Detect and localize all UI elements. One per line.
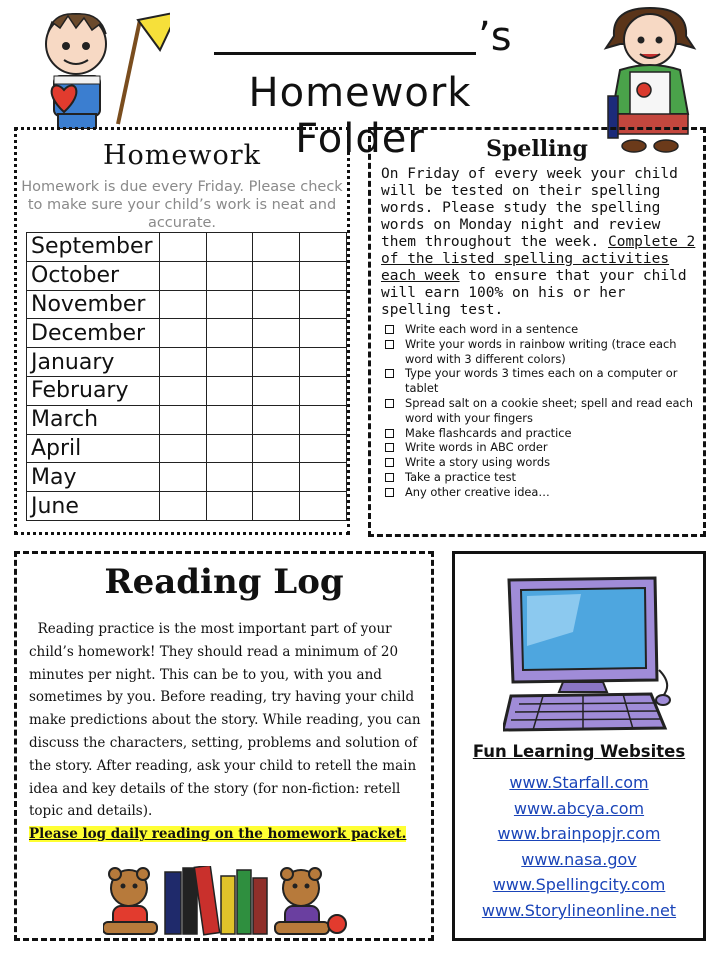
spelling-section bbox=[368, 127, 706, 537]
month-row bbox=[27, 492, 347, 521]
month-row bbox=[27, 319, 347, 348]
homework-check-cell bbox=[206, 463, 253, 492]
homework-check-cell bbox=[159, 233, 206, 262]
spelling-activity-item bbox=[385, 322, 703, 337]
spelling-activity-item bbox=[385, 426, 703, 441]
spelling-intro-requirement: Complete 2 of the listed spelling activities each week bbox=[381, 234, 696, 284]
spelling-activity-text: Write each word in a sentence bbox=[405, 322, 579, 336]
checkbox-icon bbox=[385, 399, 394, 408]
checkbox-icon bbox=[385, 458, 394, 467]
checkbox-icon bbox=[385, 325, 394, 334]
homework-check-cell bbox=[159, 492, 206, 521]
checkbox-icon bbox=[385, 488, 394, 497]
homework-check-cell bbox=[159, 434, 206, 463]
homework-check-cell bbox=[300, 463, 347, 492]
spelling-activity-text: Write words in ABC order bbox=[405, 440, 548, 455]
month-label: October bbox=[27, 261, 160, 290]
homework-check-cell bbox=[206, 405, 253, 434]
homework-check-cell bbox=[253, 261, 300, 290]
name-blank-line bbox=[214, 50, 476, 55]
homework-check-cell bbox=[300, 319, 347, 348]
month-label: May bbox=[27, 463, 160, 492]
homework-check-cell bbox=[300, 434, 347, 463]
checkbox-icon bbox=[385, 443, 394, 452]
homework-check-cell bbox=[206, 233, 253, 262]
month-row bbox=[27, 434, 347, 463]
homework-check-cell bbox=[206, 261, 253, 290]
homework-check-cell bbox=[300, 233, 347, 262]
reading-log-title: Reading Log bbox=[104, 562, 344, 602]
spelling-intro-end: to ensure that your child will earn 100% on his or her spelling test. bbox=[381, 268, 687, 318]
homework-check-cell bbox=[300, 290, 347, 319]
month-label: September bbox=[27, 233, 160, 262]
spelling-activity-item bbox=[385, 396, 703, 426]
homework-check-cell bbox=[206, 376, 253, 405]
homework-check-cell bbox=[159, 290, 206, 319]
homework-check-cell bbox=[253, 319, 300, 348]
checkbox-icon bbox=[385, 369, 394, 378]
checkbox-icon bbox=[385, 429, 394, 438]
spelling-activity-item bbox=[385, 337, 703, 367]
homework-check-cell bbox=[300, 492, 347, 521]
month-row bbox=[27, 463, 347, 492]
website-link[interactable]: www.Spellingcity.com bbox=[492, 875, 666, 895]
bears-and-books-clipart bbox=[103, 866, 347, 938]
homework-check-cell bbox=[253, 463, 300, 492]
spelling-activity-list bbox=[385, 322, 703, 500]
homework-check-cell bbox=[206, 492, 253, 521]
boy-with-flag-clipart bbox=[20, 4, 170, 129]
spelling-activity-item bbox=[385, 455, 703, 470]
month-row bbox=[27, 405, 347, 434]
month-label: June bbox=[27, 492, 160, 521]
homework-check-cell bbox=[253, 492, 300, 521]
homework-check-cell bbox=[159, 261, 206, 290]
homework-check-cell bbox=[159, 463, 206, 492]
homework-check-cell bbox=[300, 348, 347, 377]
websites-link-list bbox=[455, 770, 703, 924]
homework-check-cell bbox=[253, 233, 300, 262]
spelling-activity-text: Type your words 3 times each on a computer or tablet bbox=[405, 366, 678, 396]
page-title: Homework Folder bbox=[248, 70, 472, 162]
homework-check-cell bbox=[253, 290, 300, 319]
spelling-activity-text: Write a story using words bbox=[405, 455, 551, 470]
spelling-activity-text: Spread salt on a cookie sheet; spell and read each word with your fingers bbox=[405, 395, 693, 425]
website-link[interactable]: www.Storylineonline.net bbox=[481, 900, 677, 920]
homework-check-cell bbox=[159, 348, 206, 377]
spelling-title: Spelling bbox=[486, 136, 588, 162]
reading-log-body bbox=[29, 618, 423, 846]
computer-icon bbox=[503, 574, 673, 734]
spelling-activity-text: Make flashcards and practice bbox=[405, 425, 572, 440]
spelling-activity-text: Take a practice test bbox=[405, 469, 517, 484]
homework-check-cell bbox=[253, 434, 300, 463]
checkbox-icon bbox=[385, 340, 394, 349]
homework-check-cell bbox=[159, 405, 206, 434]
spelling-intro-text: On Friday of every week your child will be tested on their spelling words. Please study the spelling words on Monday night and review them throughout the week. bbox=[381, 166, 678, 250]
homework-check-cell bbox=[159, 376, 206, 405]
homework-check-cell bbox=[206, 290, 253, 319]
reading-log-section bbox=[14, 551, 434, 941]
month-row bbox=[27, 348, 347, 377]
spelling-intro bbox=[381, 166, 699, 319]
spelling-activity-item bbox=[385, 440, 703, 455]
homework-check-cell bbox=[206, 434, 253, 463]
homework-check-cell bbox=[253, 376, 300, 405]
homework-check-cell bbox=[159, 319, 206, 348]
homework-check-cell bbox=[253, 348, 300, 377]
website-link[interactable]: www.Starfall.com bbox=[509, 773, 649, 792]
month-row bbox=[27, 233, 347, 262]
website-link[interactable]: www.nasa.gov bbox=[521, 849, 637, 869]
website-link[interactable]: www.brainpopjr.com bbox=[497, 824, 661, 844]
checkbox-icon bbox=[385, 473, 394, 482]
homework-check-cell bbox=[253, 405, 300, 434]
reading-log-instruction: Please log daily reading on the homework packet. bbox=[29, 826, 407, 843]
homework-check-cell bbox=[206, 319, 253, 348]
month-row bbox=[27, 290, 347, 319]
spelling-activity-item bbox=[385, 470, 703, 485]
homework-check-cell bbox=[300, 261, 347, 290]
month-label: November bbox=[27, 290, 160, 319]
homework-section bbox=[14, 127, 350, 535]
spelling-activity-text: Any other creative idea… bbox=[405, 484, 550, 499]
month-label: March bbox=[27, 405, 160, 434]
homework-month-table bbox=[26, 232, 347, 521]
spelling-activity-item bbox=[385, 485, 703, 500]
homework-note: Homework is due every Friday. Please check to make sure your child’s work is neat and accurate. bbox=[21, 179, 343, 231]
month-label: January bbox=[27, 348, 160, 377]
homework-check-cell bbox=[206, 348, 253, 377]
homework-title: Homework bbox=[102, 140, 262, 171]
month-row bbox=[27, 376, 347, 405]
month-row bbox=[27, 261, 347, 290]
month-label: December bbox=[27, 319, 160, 348]
websites-heading: Fun Learning Websites bbox=[472, 742, 686, 761]
name-suffix: ’s bbox=[478, 14, 512, 60]
month-label: April bbox=[27, 434, 160, 463]
spelling-activity-text: Write your words in rainbow writing (trace each word with 3 different colors) bbox=[405, 336, 677, 366]
month-label: February bbox=[27, 376, 160, 405]
website-link[interactable]: www.abcya.com bbox=[513, 798, 645, 818]
homework-check-cell bbox=[300, 405, 347, 434]
websites-section bbox=[452, 551, 706, 941]
homework-check-cell bbox=[300, 376, 347, 405]
spelling-activity-item bbox=[385, 366, 703, 396]
reading-log-text: Reading practice is the most important part of your child’s homework! They should read a minimum of 20 minutes per night. This can be to you, with you and sometimes by you. Before reading, try having your child make predictions about the story. While reading, you can discuss the characters, setting, problems and solution of the story. After reading, ask your child to retell the main idea and key details of the story (for non-fiction: retell topic and details). bbox=[29, 621, 421, 820]
